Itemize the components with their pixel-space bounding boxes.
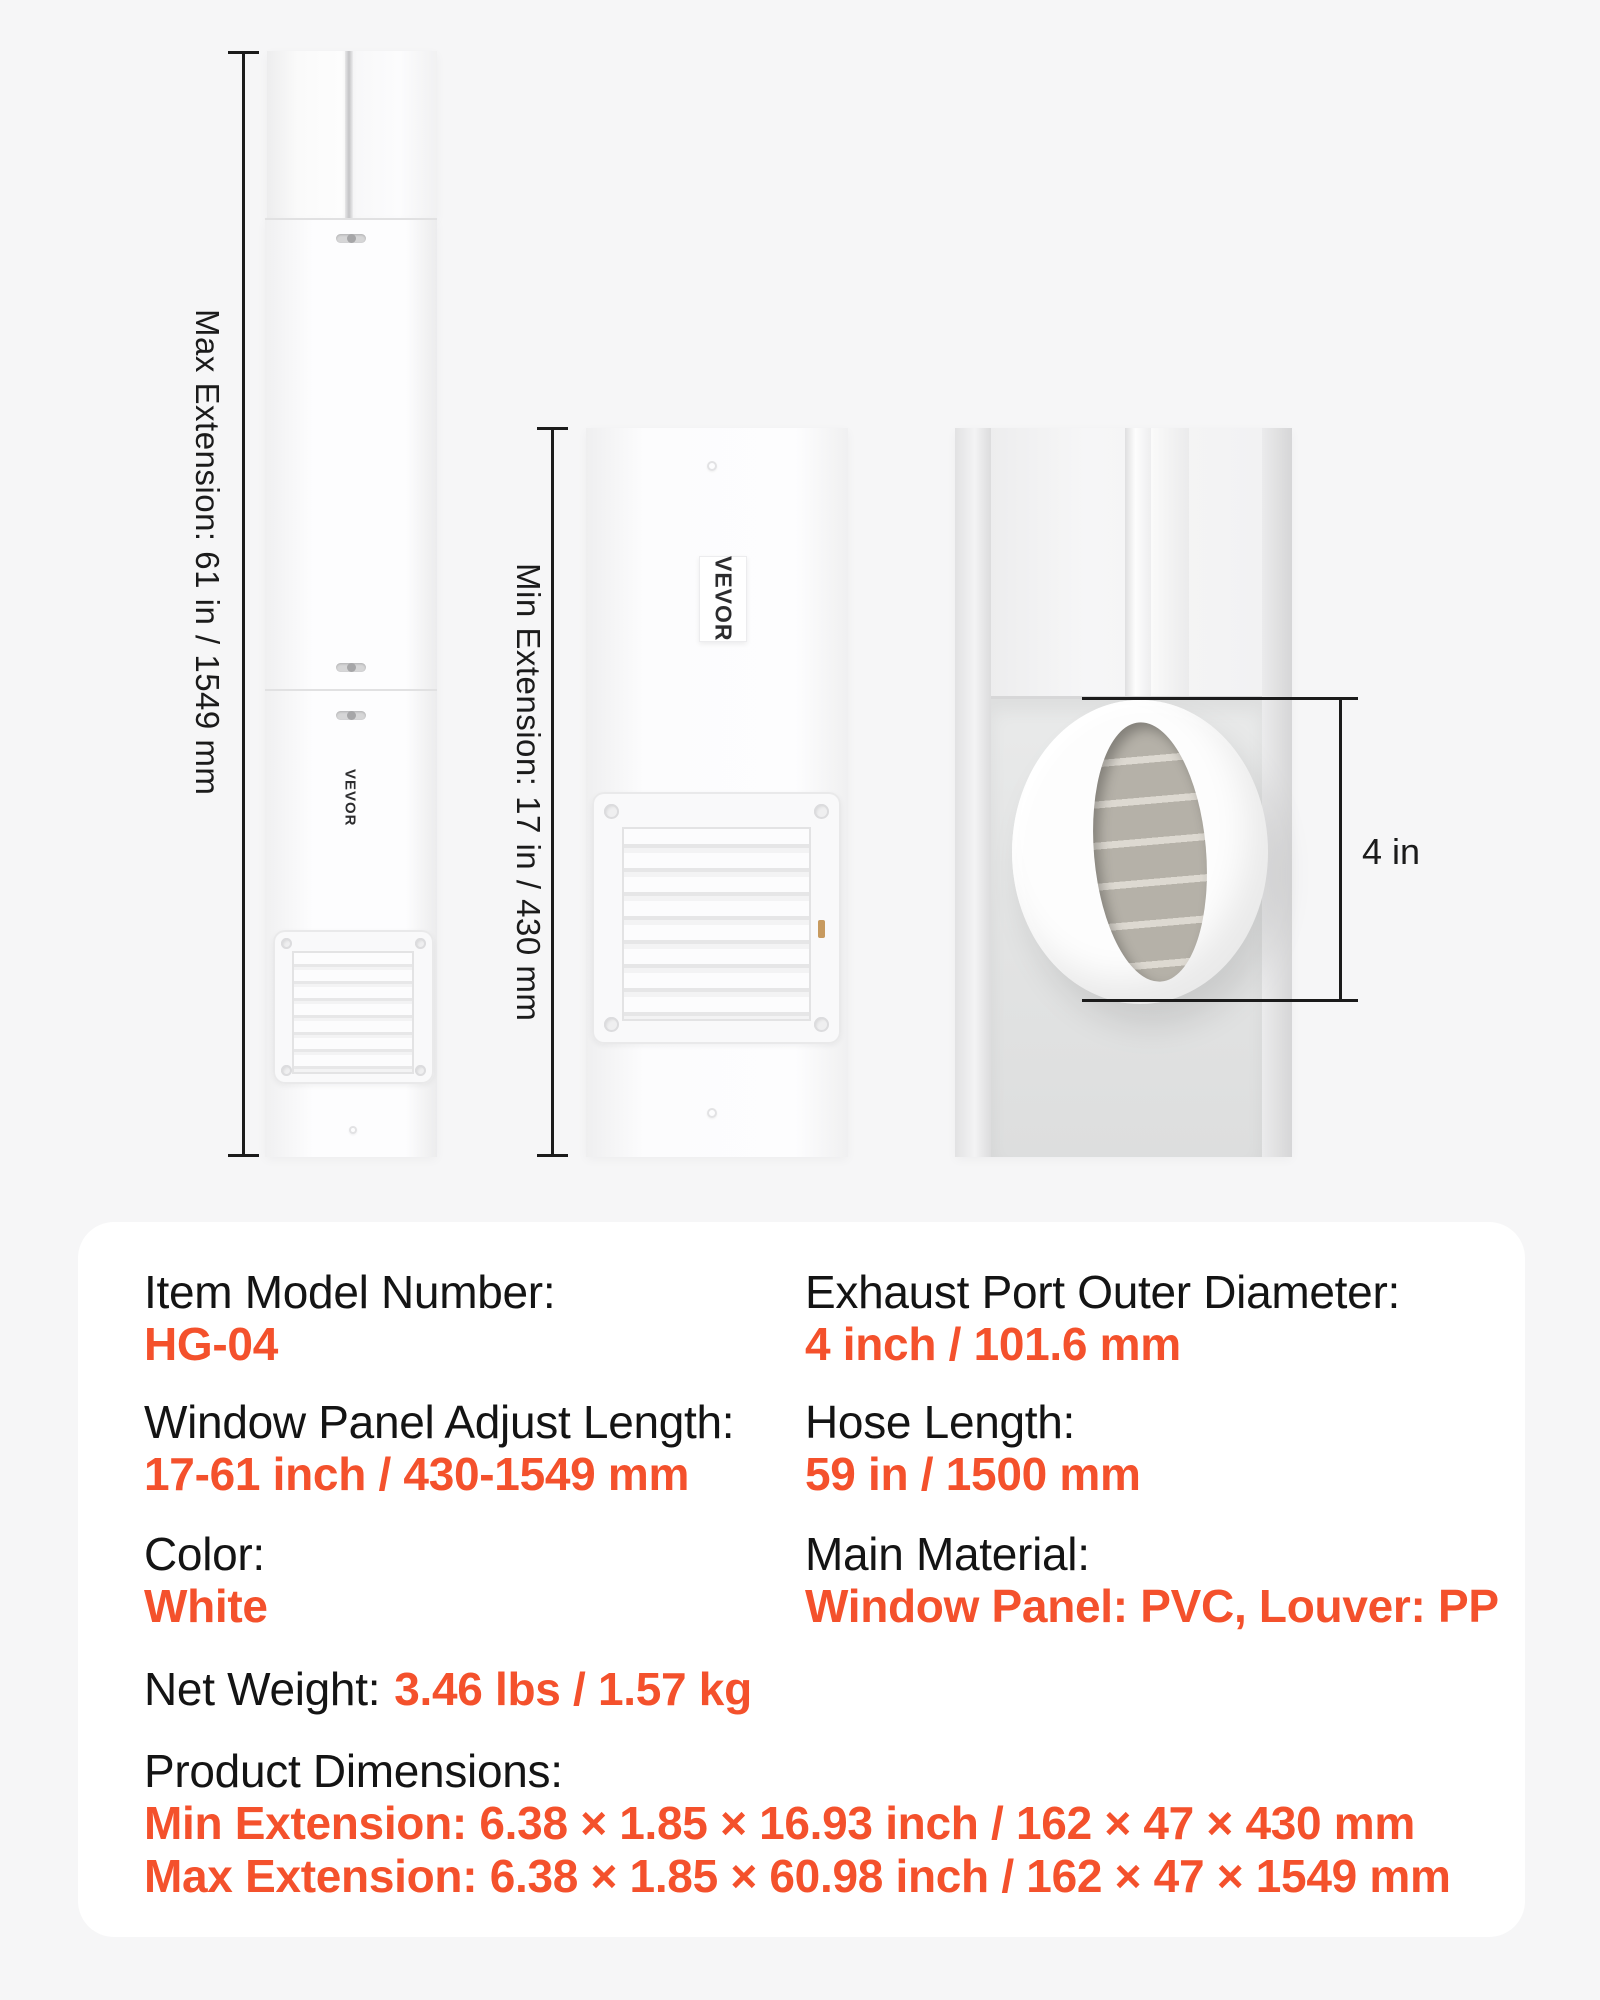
screw-icon (415, 938, 426, 949)
louver-clip (818, 920, 825, 938)
panel-slide-groove (345, 51, 353, 219)
panel-latch (336, 234, 366, 243)
spec-value: White (144, 1580, 268, 1632)
spec-color (144, 1528, 268, 1632)
screw-icon (604, 1017, 619, 1032)
screw-hole (707, 461, 717, 471)
vevor-logo: VEVOR (341, 769, 359, 827)
spec-label: Color: (144, 1528, 265, 1580)
spec-label: Main Material: (805, 1528, 1090, 1580)
screw-icon (814, 1017, 829, 1032)
min-extension-label: Min Extension: 17 in / 430 mm (510, 563, 547, 1022)
vevor-logo-sticker (699, 556, 747, 642)
spec-label: Hose Length: (805, 1396, 1076, 1448)
panel-right-shadow (1262, 428, 1292, 1157)
spec-hose-length (805, 1396, 1141, 1500)
panel-seam (265, 689, 437, 691)
port-dimension-line (1339, 697, 1342, 1002)
spec-adjust-length (144, 1396, 734, 1500)
port-diameter-label: 4 in (1362, 831, 1421, 872)
spec-exhaust-port-diameter (805, 1266, 1400, 1370)
spec-value: 4 inch / 101.6 mm (805, 1318, 1181, 1370)
max-extension-bottom-tick (228, 1154, 259, 1157)
spec-value-min-extension: Min Extension: 6.38 × 1.85 × 16.93 inch / 162 × 47 × 430 mm (144, 1797, 1415, 1849)
spec-value-max-extension: Max Extension: 6.38 × 1.85 × 60.98 inch / 162 × 47 × 1549 mm (144, 1850, 1451, 1902)
port-dimension-top-tick (1082, 697, 1358, 700)
panel-latch (336, 711, 366, 720)
spec-product-dimensions (144, 1745, 1451, 1903)
spec-main-material (805, 1528, 1499, 1632)
screw-hole (349, 1126, 357, 1134)
max-extension-label: Max Extension: 61 in / 1549 mm (189, 308, 226, 796)
spec-label: Product Dimensions: (144, 1745, 563, 1797)
spec-value: HG-04 (144, 1318, 278, 1370)
panel-ridge (1151, 428, 1189, 696)
panel-ridge (1125, 428, 1151, 700)
spec-label: Window Panel Adjust Length: (144, 1396, 735, 1448)
spec-value: 17-61 inch / 430-1549 mm (144, 1448, 690, 1500)
screw-icon (814, 804, 829, 819)
spec-item-model (144, 1266, 555, 1370)
panel-rail (955, 428, 991, 1157)
spec-value: 59 in / 1500 mm (805, 1448, 1141, 1500)
screw-icon (281, 1065, 292, 1076)
vent-louver-slats (292, 951, 414, 1074)
spec-value: Window Panel: PVC, Louver: PP (805, 1580, 1499, 1632)
panel-seam (265, 218, 437, 220)
screw-icon (415, 1065, 426, 1076)
vevor-logo: VEVOR (710, 556, 737, 642)
spec-net-weight (144, 1663, 752, 1715)
max-extension-top-tick (228, 51, 259, 54)
screw-icon (281, 938, 292, 949)
port-dimension-bottom-tick (1082, 999, 1358, 1002)
spec-label: Item Model Number: (144, 1266, 556, 1318)
spec-label: Net Weight: (144, 1663, 381, 1715)
min-extension-dimension-line (551, 428, 554, 1157)
vent-louver-slats (622, 827, 811, 1021)
screw-icon (604, 804, 619, 819)
screw-hole (707, 1108, 717, 1118)
spec-label: Exhaust Port Outer Diameter: (805, 1266, 1400, 1318)
max-extension-dimension-line (242, 52, 245, 1157)
spec-value: 3.46 lbs / 1.57 kg (394, 1663, 752, 1715)
spec-card (78, 1222, 1525, 1937)
panel-latch (336, 663, 366, 672)
